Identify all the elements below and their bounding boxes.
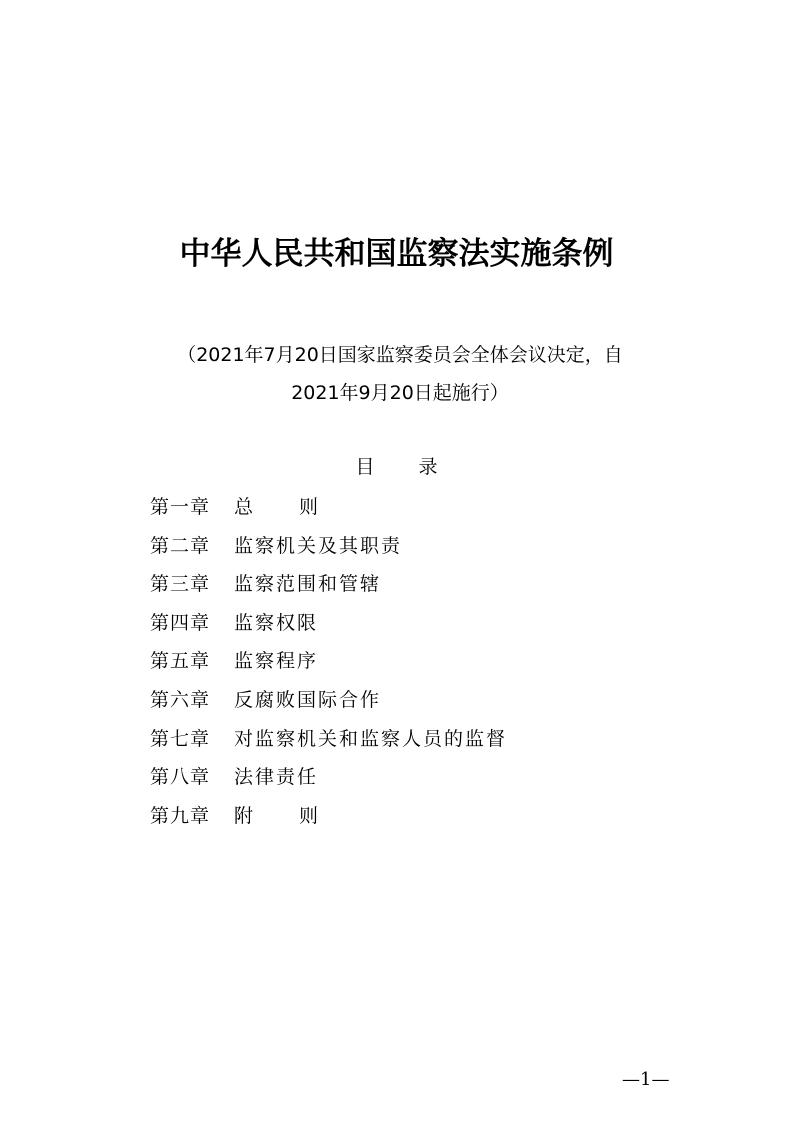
toc-heading: 目录	[355, 456, 482, 478]
chapter-title: 反腐败国际合作	[234, 688, 382, 711]
chapter-title-part: 则	[299, 496, 321, 518]
chapter-title: 对监察机关和监察人员的监督	[234, 727, 508, 750]
chapter-title	[234, 488, 320, 527]
chapter-number: 第二章	[150, 534, 211, 557]
document-title: 中华人民共和国监察法实施条例	[179, 236, 614, 272]
toc-item[interactable]	[150, 565, 630, 604]
page-number: —1—	[622, 1069, 670, 1090]
chapter-number: 第九章	[150, 804, 211, 827]
toc-item[interactable]	[150, 797, 630, 836]
toc-item[interactable]	[150, 681, 630, 720]
chapter-title: 监察程序	[234, 650, 319, 673]
adoption-note-line-2: 2021年9月20日起施行）	[291, 382, 509, 404]
chapter-number: 第八章	[150, 766, 211, 789]
chapter-number: 第三章	[150, 573, 211, 596]
chapter-title: 监察权限	[234, 611, 319, 634]
chapter-number: 第五章	[150, 650, 211, 673]
adoption-note-line-1: （2021年7月20日国家监察委员会全体会议决定，自	[177, 344, 623, 366]
toc-item[interactable]	[150, 758, 630, 797]
toc-item[interactable]	[150, 720, 630, 759]
chapter-title-part: 总	[234, 496, 256, 518]
chapter-title: 监察范围和管辖	[234, 573, 382, 596]
chapter-number: 第四章	[150, 611, 211, 634]
chapter-title-part: 附	[234, 804, 256, 827]
toc-item[interactable]	[150, 642, 630, 681]
toc-item[interactable]	[150, 604, 630, 643]
chapter-number: 第六章	[150, 688, 211, 711]
chapter-number: 第一章	[150, 496, 211, 518]
toc-item[interactable]	[150, 527, 630, 566]
toc-item[interactable]	[150, 488, 630, 527]
chapter-number: 第七章	[150, 727, 211, 750]
adoption-note	[150, 336, 650, 412]
table-of-contents	[150, 488, 630, 835]
chapter-title-part: 则	[299, 804, 321, 827]
chapter-title: 监察机关及其职责	[234, 534, 403, 557]
chapter-title: 法律责任	[234, 766, 319, 789]
chapter-title	[234, 797, 320, 836]
